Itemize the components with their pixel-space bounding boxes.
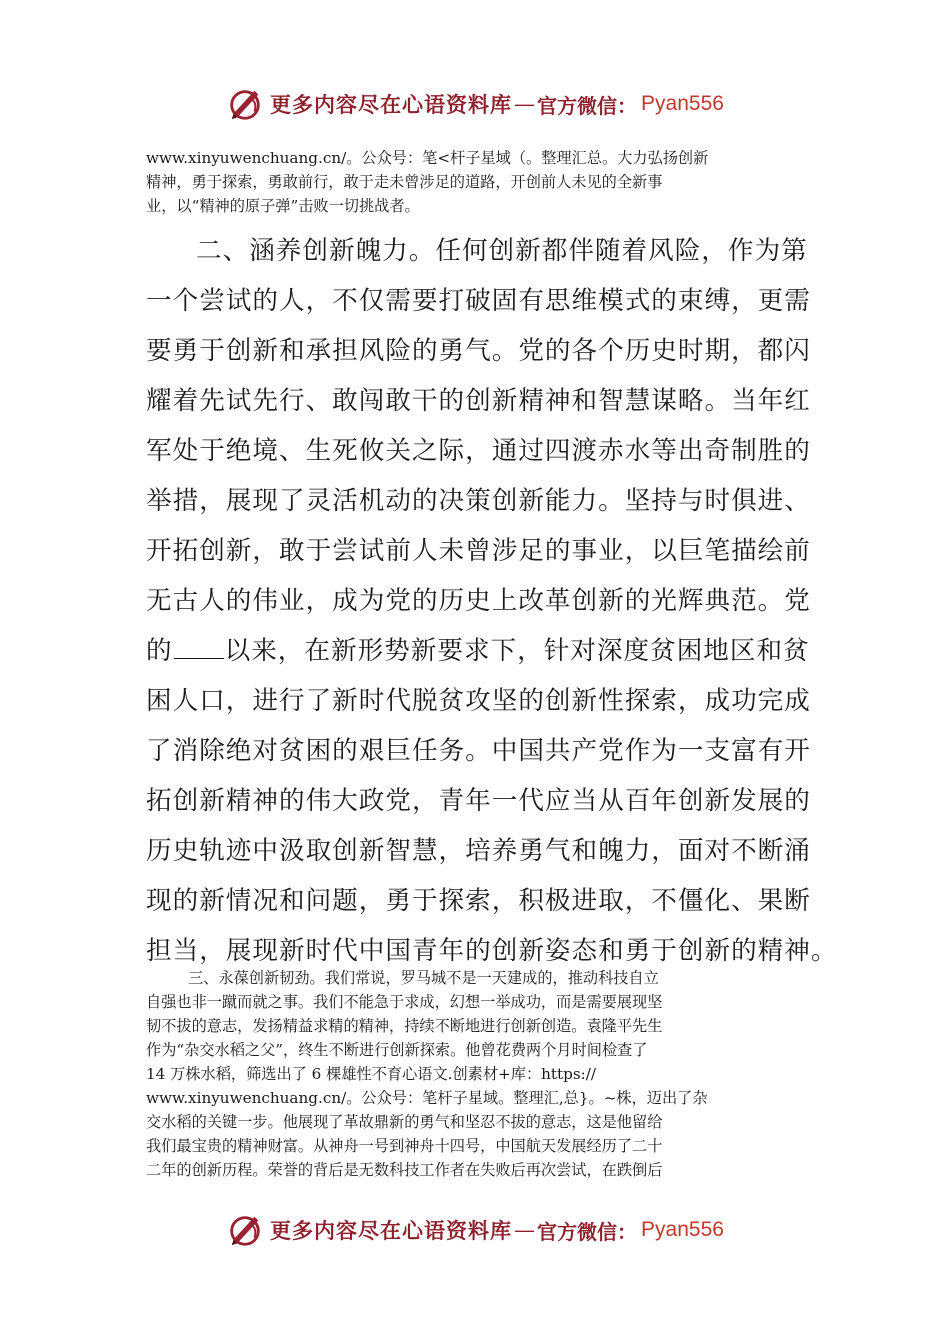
section-3-line: 韧不拔的意志，发扬精益求精的精神，持续不断地进行创新创造。袁隆平先生 (146, 1017, 663, 1035)
section-2-line: 要勇于创新和承担风险的勇气。党的各个历史时期，都闪 (146, 336, 811, 366)
header-banner (0, 82, 950, 126)
pen-logo-icon (226, 1211, 264, 1249)
section-2-line: 一个尝试的人，不仅需要打破固有思维模式的束缚，更需 (146, 286, 811, 316)
section-2-line: 开拓创新，敢于尝试前人未曾涉足的事业，以巨笔描绘前 (146, 536, 811, 566)
section-2-line: 举措，展现了灵活机动的决策创新能力。坚持与时俱进、 (146, 486, 811, 516)
banner-wechat-id: Pyan556 (641, 1218, 724, 1241)
section-2-paragraph (146, 226, 838, 976)
blank-prefix: 的 (146, 636, 173, 666)
blank-suffix: 以来，在新形势新要求下，针对深度贫困地区和贫 (224, 636, 810, 666)
section-3-line: 作为“杂交水稻之父”，终生不断进行创新探索。他曾花费两个月时间检查了 (146, 1041, 648, 1059)
intro-line: www.xinyuwenchuang.cn/。公众号：笔<杆子星域（。整理汇总。大力弘扬创新 (146, 149, 709, 167)
intro-line: 业，以“精神的原子弹”击败一切挑战者。 (146, 197, 420, 215)
section-3-line: 我们最宝贵的精神财富。从神舟一号到神舟十四号，中国航天发展经历了二十 (146, 1137, 663, 1155)
banner-wechat-id: Pyan556 (641, 92, 724, 115)
banner-wechat-label: 官方微信： (537, 93, 638, 118)
banner-separator: — (514, 92, 536, 116)
section-2-line: 耀着先试先行、敢闯敢干的创新精神和智慧谋略。当年红 (146, 386, 811, 416)
footer-banner (0, 1208, 950, 1252)
intro-paragraph (146, 146, 804, 218)
section-3-line: 自强也非一蹴而就之事。我们不能急于求成，幻想一举成功，而是需要展现坚 (146, 993, 663, 1011)
section-3-line: 三、永葆创新韧劲。我们常说，罗马城不是一天建成的，推动科技自立 (188, 969, 659, 987)
section-2-line: 了消除绝对贫困的艰巨任务。中国共产党作为一支富有开 (146, 736, 811, 766)
fill-in-blank (174, 636, 224, 659)
section-2-line: 二、涵养创新魄力。任何创新都伴随着风险，作为第 (196, 236, 808, 266)
section-2-line: 现的新情况和问题，勇于探索，积极进取，不僵化、果断 (146, 886, 811, 916)
banner-title: 更多内容尽在心语资料库 (270, 1218, 513, 1243)
banner-title: 更多内容尽在心语资料库 (270, 92, 513, 117)
section-3-line: www.xinyuwenchuang.cn/。公众号：笔杆子星域。整理汇,总}。~株，迈出了杂 (146, 1089, 708, 1107)
pen-logo-icon (226, 85, 264, 123)
section-2-line: 无古人的伟业，成为党的历史上改革创新的光辉典范。党 (146, 586, 811, 616)
section-3-line: 二年的创新历程。荣誉的背后是无数科技工作者在失败后再次尝试，在跌倒后 (146, 1161, 663, 1179)
banner-wechat-label: 官方微信： (537, 1219, 638, 1244)
section-2-blank-line (146, 626, 810, 676)
section-2-line: 历史轨迹中汲取创新智慧，培养勇气和魄力，面对不断涌 (146, 836, 811, 866)
intro-line: 精神，勇于探索，勇敢前行，敢于走未曾涉足的道路，开创前人未见的全新事 (146, 173, 663, 191)
section-2-line: 困人口，进行了新时代脱贫攻坚的创新性探索，成功完成 (146, 686, 811, 716)
section-3-line: 14 万株水稻，筛选出了 6 棵雄性不育心语文.创素材+库：https:// (146, 1065, 597, 1083)
section-3-paragraph (146, 966, 804, 1182)
section-3-line: 交水稻的关键一步。他展现了革故鼎新的勇气和坚忍不拔的意志，这是他留给 (146, 1113, 663, 1131)
section-2-line: 军处于绝境、生死攸关之际，通过四渡赤水等出奇制胜的 (146, 436, 811, 466)
banner-separator: — (514, 1218, 536, 1242)
section-2-line: 担当，展现新时代中国青年的创新姿态和勇于创新的精神。 (146, 936, 838, 966)
section-2-line: 拓创新精神的伟大政党，青年一代应当从百年创新发展的 (146, 786, 811, 816)
